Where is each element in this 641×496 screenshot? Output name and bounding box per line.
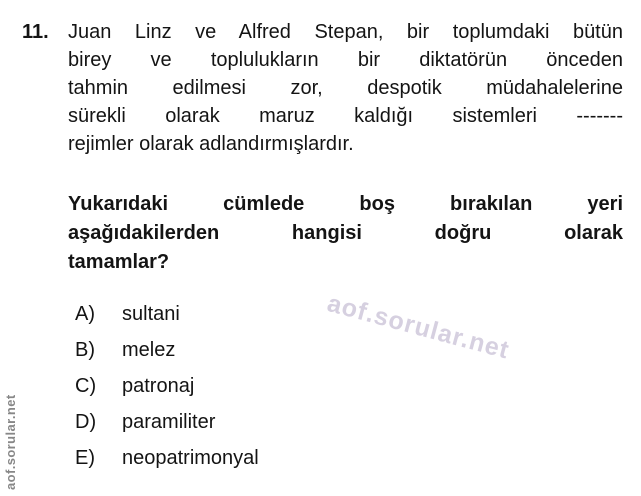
question-paragraph	[68, 18, 623, 158]
text-line: tamamlar?	[68, 251, 170, 273]
option-text: patronaj	[122, 375, 195, 397]
text-line: Juan Linz ve Alfred Stepan, bir toplumdaki bütün	[68, 21, 623, 43]
option-row	[68, 447, 259, 483]
option-letter: C)	[75, 375, 97, 397]
option-letter: A)	[75, 303, 95, 325]
text-line: Yukarıdaki cümlede boş bırakılan yeri	[68, 193, 623, 215]
options-list	[68, 303, 259, 483]
question-prompt	[68, 190, 623, 277]
question-body	[68, 18, 623, 277]
text-line: birey ve toplulukların bir diktatörün önceden	[68, 49, 623, 71]
text-line: sürekli olarak maruz kaldığı sistemleri -------	[68, 105, 623, 127]
option-row	[68, 339, 259, 375]
option-text: melez	[122, 339, 176, 361]
watermark-vertical-left: aof.sorular.net	[3, 394, 18, 490]
option-text: neopatrimonyal	[122, 447, 259, 469]
option-letter: D)	[75, 411, 97, 433]
text-line: aşağıdakilerden hangisi doğru olarak	[68, 222, 623, 244]
option-text: paramiliter	[122, 411, 216, 433]
option-letter: E)	[75, 447, 95, 469]
text-line: rejimler olarak adlandırmışlardır.	[68, 133, 354, 155]
watermark-diagonal: aof.sorular.net	[324, 289, 513, 365]
option-row	[68, 303, 259, 339]
option-letter: B)	[75, 339, 95, 361]
question-number: 11.	[22, 21, 49, 43]
option-text: sultani	[122, 303, 180, 325]
text-line: tahmin edilmesi zor, despotik müdahalelerine	[68, 77, 623, 99]
option-row	[68, 375, 259, 411]
option-row	[68, 411, 259, 447]
